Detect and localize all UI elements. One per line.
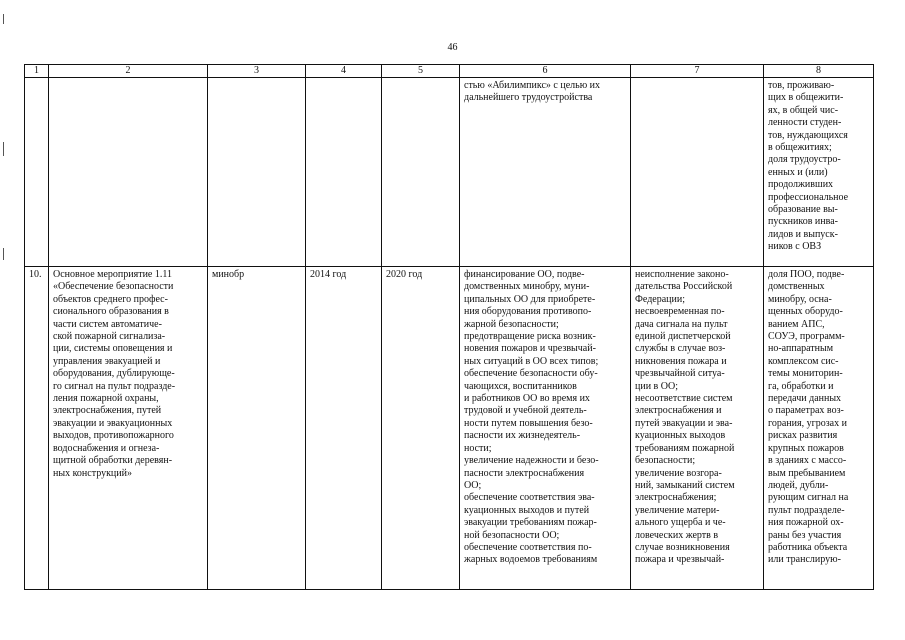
indicators: доля ПОО, подве- домственных минобру, осна- щенных оборудо- ванием АПС, СОУЭ, программ- но-аппаратным комплексом сис- темы мониторин- га, обработки и передачи данных о параметрах воз- горания, угрозах и рисках развития крупных пожаров в зданиях с массо- вым пребыванием людей, дубли- рующим сигнал на пульт подразделе- ния пожарной ох- раны без участия работника объекта или транслирую-	[764, 267, 874, 590]
header-cell: 8	[764, 65, 874, 78]
binding-mark	[3, 248, 4, 260]
header-cell: 1	[25, 65, 49, 78]
consequences: неисполнение законо- дательства Российской Федерации; несвоевременная по- дача сигнала на пульт единой диспетчерской службы в случае воз- никновения пожара и чрезвычайной ситуа- ции в ОО; несоответствие систем электроснабжения и путей эвакуации и эва- куационных выходов требованиям пожарной безопасности; увеличение возгора- ний, замыканий систем электроснабжения; увеличение матери- ального ущерба и че- ловеческих жертв в случае возникновения пожара и чрезвычай-	[631, 267, 764, 590]
binding-mark	[3, 14, 4, 24]
header-cell: 5	[382, 65, 460, 78]
start-year: 2014 год	[306, 267, 382, 590]
table-row	[25, 267, 874, 590]
table-cell	[382, 78, 460, 267]
table-cell	[208, 78, 306, 267]
measures-table	[24, 64, 874, 590]
expected-result: финансирование ОО, подве- домственных минобру, муни- ципальных ОО для приобрете- ния оборудования противопо- жарной безопасности; предотвращение риска возник- новения пожаров и чрезвычай- ных ситуаций в ОО всех типов; обеспечение безопасности обу- чающихся, воспитанников и работников ОО во время их трудовой и учебной деятель- ности путем повышения безо- пасности их жизнедеятель- ности; увеличение надежности и безо- пасности электроснабжения ОО; обеспечение соответствия эва- куационных выходов и путей эвакуации требованиям пожар- ной безопасности ОО; обеспечение соответствия по- жарных водоемов требованиям	[460, 267, 631, 590]
header-cell: 3	[208, 65, 306, 78]
header-row	[25, 65, 874, 78]
row-number: 10.	[25, 267, 49, 590]
table-cell	[49, 78, 208, 267]
table-cell: стью «Абилимпикс» с целью их дальнейшего трудоустройства	[460, 78, 631, 267]
measure-name: Основное мероприятие 1.11 «Обеспечение безопасности объектов среднего профес- сионального образования в части систем автоматиче- ской пожарной сигнализа- ции, системы оповещения и управления эвакуацией и оборудования, дублирующе- го сигнал на пульт подразде- ления пожарной охраны, электроснабжения, путей эвакуации и эвакуационных выходов, противопожарного водоснабжения и огнеза- щитной обработки деревян- ных конструкций»	[49, 267, 208, 590]
page-number: 46	[447, 42, 458, 53]
header-cell: 2	[49, 65, 208, 78]
header-cell: 6	[460, 65, 631, 78]
header-cell: 7	[631, 65, 764, 78]
table-cell	[631, 78, 764, 267]
table-cell: тов, проживаю- щих в общежити- ях, в общей чис- ленности студен- тов, нуждающихся в общежитиях; доля трудоустро- енных и (или) продолживших профессиональное образование вы- пускников инва- лидов и выпуск- ников с ОВЗ	[764, 78, 874, 267]
table-cell	[306, 78, 382, 267]
header-cell: 4	[306, 65, 382, 78]
table-cell	[25, 78, 49, 267]
end-year: 2020 год	[382, 267, 460, 590]
responsible-executor: минобр	[208, 267, 306, 590]
binding-mark	[3, 142, 4, 156]
table-row	[25, 78, 874, 267]
